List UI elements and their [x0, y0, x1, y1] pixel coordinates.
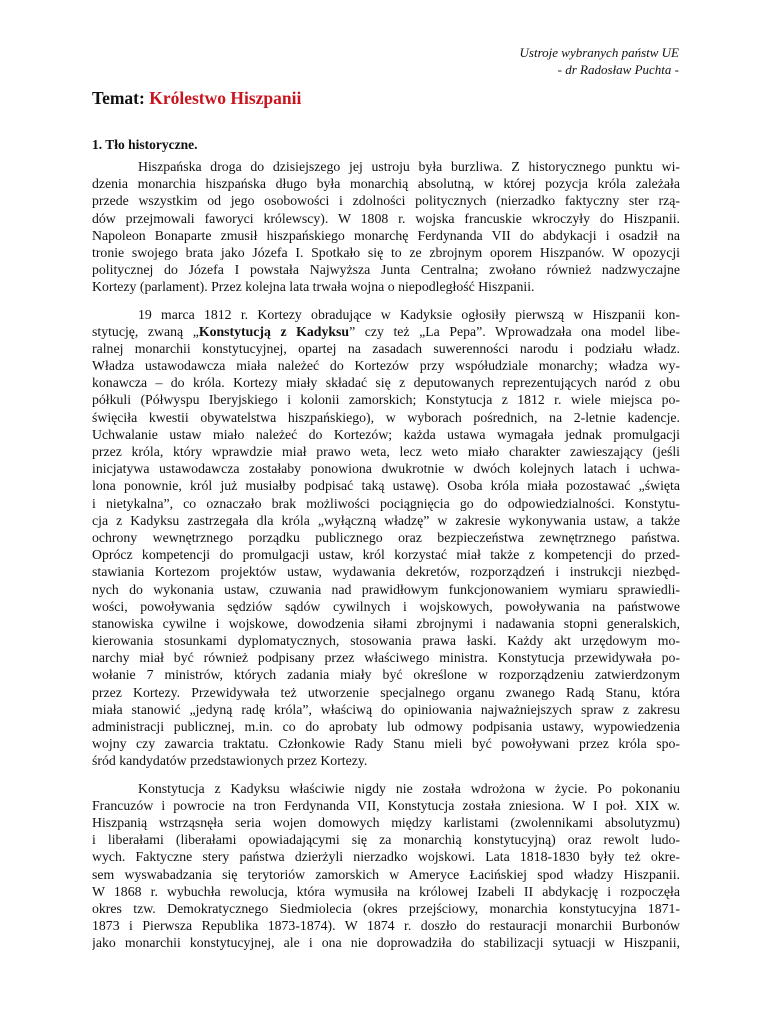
text-line: i liberałami (liberałami opowiadającymi się za monarchią konstytucyjną) oraz rewolt ludo- [92, 832, 680, 848]
text-line: politycznej do Józefa I powstała Najwyższa Junta Centralna; zwołano również nadzwyczajne [92, 262, 680, 278]
header-author: - dr Radosław Puchta - [557, 62, 679, 77]
text-line: okres tzw. Demokratycznego Siedmiolecia (okres przejściowy, monarchia konstytucyjna 1871- [92, 900, 680, 916]
text-line: narchy miał być również podpisany przez właściwego ministra. Konstytucja przewidywała po- [92, 650, 680, 666]
text-line: ralnej monarchii konstytucyjnej, opartej na zasadach suwerenności narodu i podziału władz. [92, 340, 680, 356]
text-line: jako monarchii konstytucyjnej, ale i ona nie doprowadziła do stabilizacji sytuacji w Hiszpanii, [92, 935, 680, 951]
inline-text: ” czy też „La Pepa”. Wprowadzała ona model libe- [349, 323, 680, 339]
text-line: konawcza – do króla. Kortezy miały składać się z deputowanych reprezentujących naród z obu [92, 375, 680, 391]
text-line: Konstytucja z Kadyksu właściwie nigdy nie została wdrożona w życie. Po pokonaniu [138, 780, 680, 796]
text-line: tronie swojego brata jako Józefa I. Spotkało się to ze zbrojnym oporem Hiszpanów. W opozycji [92, 244, 680, 260]
bold-term: Konstytucją z Kadyksu [198, 323, 350, 339]
header-course-title: Ustroje wybranych państw UE [519, 45, 679, 60]
text-line: 19 marca 1812 r. Kortezy obradujące w Kadyksie ogłosiły pierwszą w Hiszpanii kon- [138, 306, 680, 322]
text-line: Kortezy (parlament). Przez kolejna lata trwała wojna o niepodległość Hiszpanii. [92, 279, 535, 295]
text-line: półkuli (Półwyspu Iberyjskiego i kolonii zamorskich; Konstytucja z 1812 r. wiele miejsca po- [92, 392, 680, 408]
text-line: W 1868 r. wybuchła rewolucja, która wymusiła na królowej Izabeli II abdykację i rozpoczęła [92, 883, 680, 899]
text-line: Oprócz kompetencji do promulgacji ustaw, król korzystać miał także z kompetencji do przed- [92, 547, 680, 563]
topic-label: Temat: [92, 88, 145, 108]
text-line: przez króla, który wprawdzie miał prawo weta, lecz weto miało charakter zawieszający (jeśli [92, 444, 680, 459]
text-line: stawiania Kortezom projektów ustaw, wydawania dekretów, rozporządzeń i instrukcji niezbęd- [92, 564, 680, 580]
text-line: wojny czy zawarcia traktatu. Członkowie Rady Stanu mieli być powoływani przez króla spo- [92, 736, 680, 752]
text-line: święciła kwestii obywatelstwa hiszpańskiego), w wyborach pośrednich, na 2-letnie kadencje. [92, 409, 680, 425]
text-line: wych. Faktyczne stery państwa dzierżyli nierzadko wojskowi. Lata 1818-1830 były też okre- [92, 849, 680, 865]
text-line: nych do wykonania ustaw, czuwania nad prawidłowym funkcjonowaniem wymiaru sprawiedli- [92, 581, 680, 597]
text-line: Uchwalanie ustaw miało należeć do Kortezów; każda ustawa wymagała jednak promulgacji [92, 426, 680, 442]
page-title [92, 87, 301, 109]
text-line: Władza ustawodawcza miała należeć do Kortezów przy współudziale monarchy; władza wy- [92, 358, 680, 374]
body-text [92, 158, 680, 951]
text-line: inicjatywa ustawodawcza zostałaby ponowiona dwukrotnie w dwóch kolejnych latach i uchwa- [92, 461, 680, 477]
text-line: cja z Kadyksu zastrzegała dla króla „wyłączną władzę” w zakresie wykonywania ustaw, a także [92, 512, 680, 528]
text-line: sem wyswabadzania się terytoriów zamorskich w Ameryce Łacińskiej spod władzy Hiszpanii. [92, 866, 680, 882]
text-line: Napoleon Bonaparte zmusił hiszpańskiego monarchę Ferdynanda VII do abdykacji i osadził na [92, 227, 680, 243]
text-line: przez Kortezy. Przewidywała też utworzenie specjalnego organu zwanego Radą Stanu, która [92, 684, 680, 700]
text-line: wości, powoływania sędziów sądów cywilnych i wojskowych, powoływania na państwowe [92, 598, 680, 614]
text-line: dzenia monarchia hiszpańska długo była monarchią absolutną, w której pozycja króla zależała [92, 176, 680, 192]
text-line-with-bold [92, 323, 680, 340]
text-line: administracji publicznej, m.in. co do aprobaty lub odmowy podpisania ustawy, wypowiedzenia [92, 719, 680, 734]
text-line: miała stanowić „jedyną radę króla”, właściwą do opiniowania najważniejszych spraw z zakresu [92, 701, 680, 717]
text-line: śród kandydatów przedstawionych przez Kortezy. [92, 753, 368, 769]
text-line: przede wszystkim od jego osobowości i zdolności politycznych (nierzadko faktyczny ster rzą- [92, 193, 680, 209]
text-line: Hiszpanią wstrząsnęła seria wojen domowych między karlistami (zwolennikami absolutyzmu) [92, 814, 680, 830]
text-line: i nietykalna”, co oznaczało brak możliwości pociągnięcia go do odpowiedzialności. Konstytu- [92, 495, 680, 511]
paragraph-3 [92, 780, 680, 952]
paragraph-1 [92, 158, 680, 296]
topic-title: Królestwo Hiszpanii [149, 88, 302, 108]
text-line: lona ponownie, król już musiałby podpisać taką ustawę). Osoba króla miała pozostawać „święta [92, 478, 680, 494]
text-line: dów przejmowali faworyci królewscy). W 1808 r. wojska francuskie wkroczyły do Hiszpanii. [92, 210, 680, 226]
running-header [520, 44, 679, 78]
text-line: Francuzów i powrocie na tron Ferdynanda VII, Konstytucja została zniesiona. W I poł. XIX w. [92, 797, 680, 813]
section-heading: 1. Tło historyczne. [92, 137, 198, 152]
text-line: wołanie 7 ministrów, których zadania miały być określone w rozporządzeniu zatwierdzonym [92, 667, 680, 683]
text-line: ochrony wewnętrznego porządku publicznego oraz bezpieczeństwa zewnętrznego państwa. [92, 529, 680, 545]
text-line: Hiszpańska droga do dzisiejszego jej ustroju była burzliwa. Z historycznego punktu wi- [138, 159, 680, 174]
text-line: stanowiska cywilne i wojskowe, dowodzenia siłami zbrojnymi i nadawania stopni generalskich, [92, 615, 680, 631]
paragraph-2 [92, 306, 680, 770]
text-line: 1873 i Pierwsza Republika 1873-1874). W 1874 r. doszło do restauracji monarchii Burbonów [92, 918, 680, 934]
inline-text: stytucję, zwaną „ [92, 323, 199, 339]
text-line: kierowania stosunkami dyplomatycznych, stosowania prawa łaski. Każdy akt urzędowym mo- [92, 633, 680, 649]
